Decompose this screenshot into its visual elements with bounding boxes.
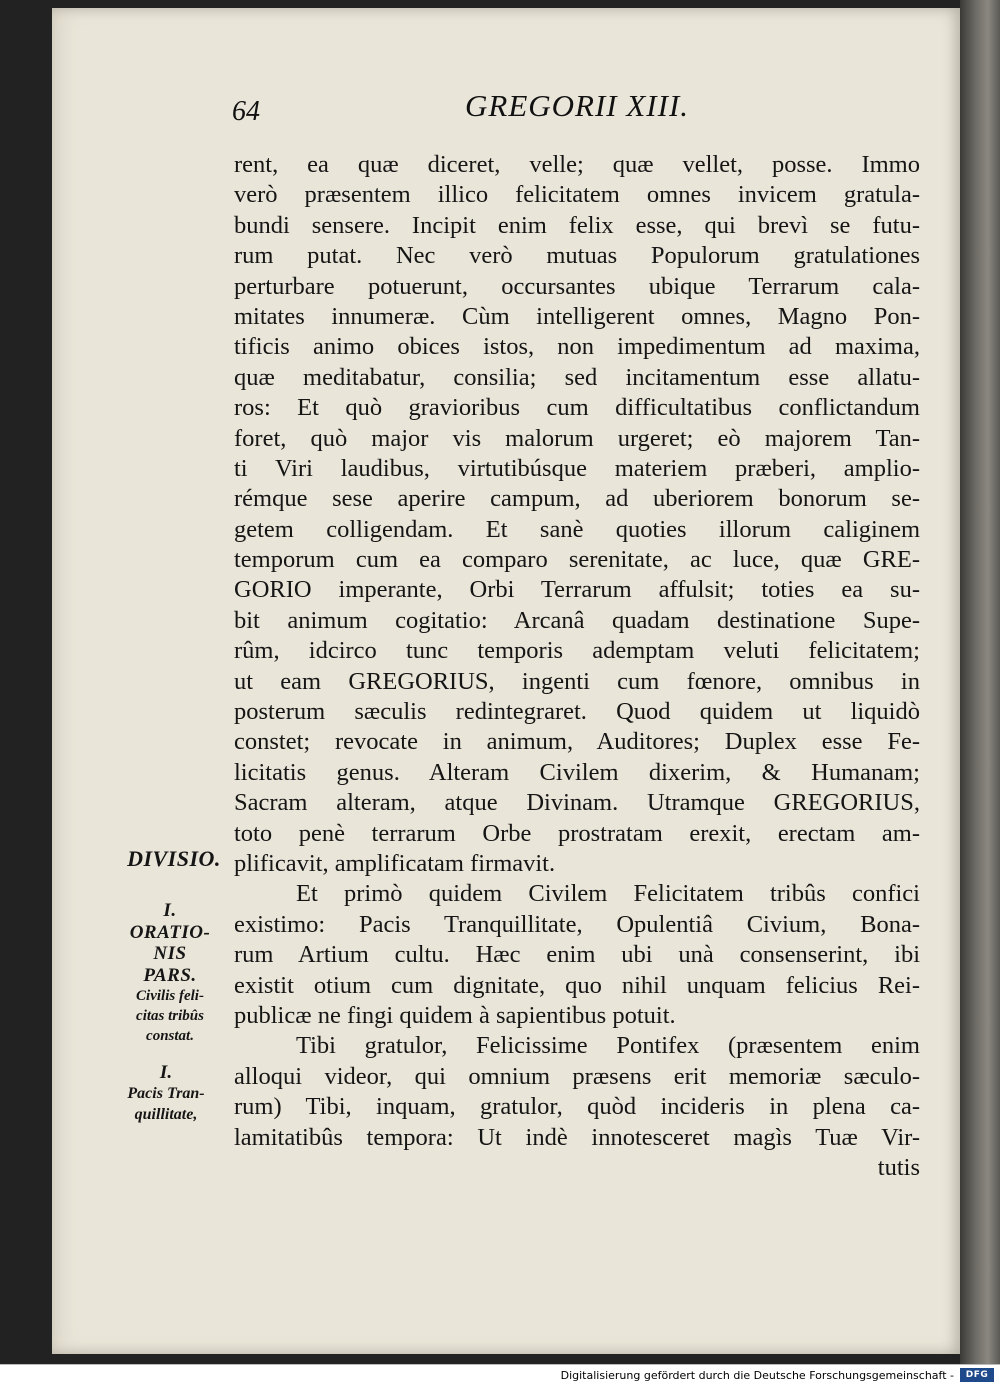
margin-note-line: I. <box>159 1062 173 1083</box>
text-line: toto penè terrarum Orbe prostratam erexit, erectam am- <box>234 819 920 847</box>
text-line: posterum sæculis redintegraret. Quod quidem ut liquidò <box>234 698 920 726</box>
text-line: ut eam GREGORIUS, ingenti cum fœnore, omnibus in <box>234 667 920 695</box>
margin-note-line: citas tribûs <box>136 1008 204 1024</box>
catchword: tutis <box>877 1153 920 1181</box>
text-line: mitates innumeræ. Cùm intelligerent omnes, Magno Pon- <box>234 302 920 330</box>
text-line: foret, quò major vis malorum urgeret; eò majorem Tan- <box>234 424 920 452</box>
text-line: existimo: Pacis Tranquillitate, Opulentiâ Civium, Bona- <box>234 910 920 938</box>
text-line: temporum cum ea comparo serenitate, ac luce, quæ GRE- <box>234 546 920 574</box>
text-line: lamitatibûs tempora: Ut indè innotesceret magìs Tuæ Vir- <box>234 1123 920 1151</box>
text-line: tificis animo obices istos, non impedimentum ad maxima, <box>234 333 920 361</box>
footer-bar <box>0 1364 1000 1387</box>
text-line: ros: Et quò gravioribus cum difficultatibus conflictandum <box>234 394 920 422</box>
text-line: existit otium cum dignitate, quo nihil unquam felicius Rei- <box>234 971 920 999</box>
book-edge <box>960 0 1000 1364</box>
margin-note-line: constat. <box>146 1028 194 1044</box>
text-line: getem colligendam. Et sanè quoties illorum caliginem <box>234 515 920 543</box>
text-line: rum Artium cultu. Hæc enim ubi unà consenserint, ibi <box>234 941 920 969</box>
text-line: licitatis genus. Alteram Civilem dixerim, & Humanam; <box>234 758 920 786</box>
text-line: Et primò quidem Civilem Felicitatem tribûs confici <box>296 880 920 908</box>
main-text <box>234 150 920 1183</box>
text-line: rum) Tibi, inquam, gratulor, quòd incideris in plena ca- <box>234 1093 920 1121</box>
dfg-logo: DFG <box>960 1368 994 1382</box>
text-line: rum putat. Nec verò mutuas Populorum gratulationes <box>234 242 920 270</box>
text-line: Sacram alteram, atque Divinam. Utramque GREGORIUS, <box>234 789 920 817</box>
text-line: ti Viri laudibus, virtutibúsque materiem præberi, amplio- <box>234 454 920 482</box>
running-head: GREGORII XIII. <box>465 88 690 123</box>
text-line: rent, ea quæ diceret, velle; quæ vellet, posse. Immo <box>234 151 920 178</box>
text-line: alloqui videor, qui omnium præsens erit memoriæ sæculo- <box>234 1062 920 1090</box>
text-line: perturbare potuerunt, occursantes ubique Terrarum cala- <box>234 272 920 300</box>
margin-note-line: ORATIO- <box>129 921 211 943</box>
funding-credit: Digitalisierung gefördert durch die Deutsche Forschungsgemeinschaft - <box>560 1369 954 1382</box>
text-line: Tibi gratulor, Felicissime Pontifex (præsentem enim <box>296 1032 920 1060</box>
text-line: GORIO imperante, Orbi Terrarum affulsit; toties ea su- <box>234 576 920 604</box>
margin-note-pacis <box>110 1062 222 1125</box>
margin-note-line: Civilis feli- <box>136 988 204 1004</box>
text-line: publicæ ne fingi quidem à sapientibus potuit. <box>234 1001 676 1029</box>
text-line: bundi sensere. Incipit enim felix esse, qui brevì se futu- <box>234 211 920 239</box>
text-line: rûm, idcirco tunc temporis ademptam veluti felicitatem; <box>234 637 920 665</box>
text-line: constet; revocate in animum, Auditores; Duplex esse Fe- <box>234 728 920 756</box>
text-line: rémque sese aperire campum, ad uberiorem bonorum se- <box>234 485 920 513</box>
text-line: verò præsentem illico felicitatem omnes invicem gratula- <box>234 181 920 209</box>
text-line: quæ meditabatur, consilia; sed incitamentum esse allatu- <box>234 363 920 391</box>
text-line: bit animum cogitatio: Arcanâ quadam destinatione Supe- <box>234 606 920 634</box>
margin-note-line: NIS <box>153 943 187 964</box>
margin-note-line: Pacis Tran- <box>127 1085 205 1102</box>
margin-note-divisio: DIVISIO. <box>127 846 221 871</box>
margin-note-pars <box>114 900 226 1046</box>
margin-note-line: quillitate, <box>134 1106 198 1123</box>
margin-note-line: PARS. <box>143 964 197 986</box>
page-number: 64 <box>232 96 260 127</box>
margin-note-line: I. <box>163 900 177 921</box>
text-line: plificavit, amplificatam firmavit. <box>234 849 556 877</box>
